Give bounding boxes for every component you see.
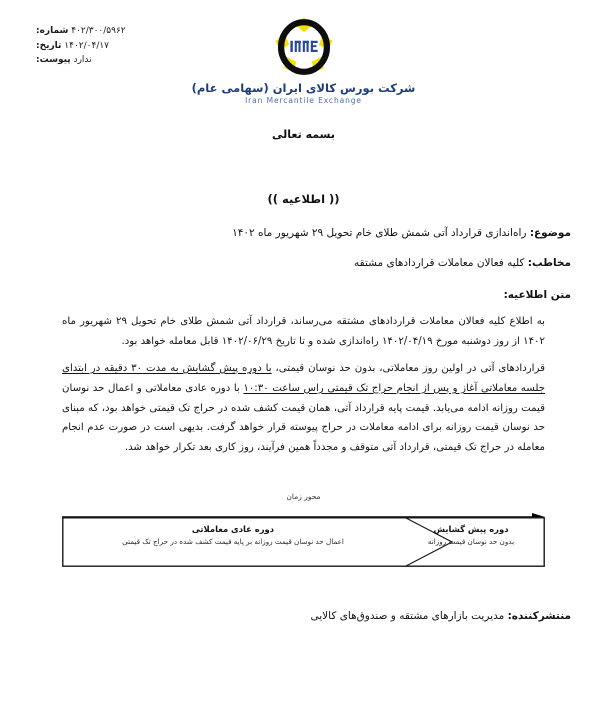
meta-number-label: شماره: xyxy=(36,26,69,36)
segment-normal-subtitle: اعمال حد نوسان قیمت روزانه بر پایه قیمت کشف شده در حراج تک قیمتی xyxy=(122,537,344,547)
organization-name-en: Iran Mercantile Exchange xyxy=(245,96,362,105)
publisher-value: مدیریت بازارهای مشتقه و صندوق‌های کالایی xyxy=(310,610,505,622)
ime-logo-icon xyxy=(273,16,335,78)
time-axis-label: محور زمان xyxy=(286,492,321,501)
audience-label: مخاطب: xyxy=(527,257,571,269)
segment-normal-session xyxy=(73,523,393,548)
paragraph-2-lead: قراردادهای آتی در اولین روز معاملاتی، بدون حد نوسان قیمتی، xyxy=(271,362,545,374)
meta-number-value: ۴۰۲/۳۰۰/۵۹۶۲ xyxy=(71,26,126,36)
meta-date-label: تاریخ: xyxy=(36,40,62,51)
page-title: (( اطلاعیه )) xyxy=(267,192,340,206)
audience-line xyxy=(36,256,571,272)
period-bar-row xyxy=(62,517,545,567)
announcement-body xyxy=(62,312,545,458)
segment-normal-title: دوره عادی معاملاتی xyxy=(191,524,275,534)
timeline-diagram xyxy=(62,492,545,568)
meta-date-value: ۱۴۰۲/۰۴/۱۷ xyxy=(64,40,110,51)
segment-pre-open-title: دوره پیش گشایش xyxy=(433,524,509,534)
paragraph-2-tail: با دوره عادی معاملاتی و اعمال حد نوسان قیمت روزانه ادامه می‌یابد. قیمت پایه قرارداد آتی، همان قیمت کشف شده در حراج تک قیمتی خواهد بود، که مبنای حد نوسان قیمت روزانه برای ادامه معاملات در حراج پیوسته قرار خواهد گرفت. بدیهی است در صورت عدم انجام معامله در حراج تک قیمتی، قرارداد آتی متوقف و مجدداً همین فرآیند، روز کاری بعد تکرار خواهد شد. xyxy=(62,382,545,454)
body-heading: متن اطلاعیه: xyxy=(503,289,571,301)
subject-line xyxy=(36,226,571,242)
meta-attachment-label: پیوست: xyxy=(36,55,71,66)
publisher-line xyxy=(36,610,571,622)
subject-value: راه‌اندازی قرارداد آتی شمش طلای خام تحویل ۲۹ شهریور ماه ۱۴۰۲ xyxy=(232,227,527,239)
audience-value: کلیه فعالان معاملات قراردادهای مشتقه xyxy=(354,257,525,269)
subject-label: موضوع: xyxy=(529,227,571,239)
organization-logo-block xyxy=(0,16,607,105)
meta-attachment-value: ندارد xyxy=(73,55,92,66)
publisher-label: منتشرکننده: xyxy=(507,610,571,622)
organization-name-fa: شرکت بورس کالای ایران (سهامی عام) xyxy=(191,81,416,95)
body-paragraph-2 xyxy=(62,359,545,458)
body-paragraph-1: به اطلاع کلیه فعالان معاملات قراردادهای مشتقه می‌رساند، قرارداد آتی شمش طلای خام تحویل ۲۹ شهریور ماه ۱۴۰۲ از روز دوشنبه مورخ ۱۴۰۲/۰۴/۱۹ راه‌اندازی شده و تا تاریخ ۱۴۰۲/۰۶/۲۹ قابل معامله خواهد بود. xyxy=(62,316,545,347)
paragraph-2-emphasis: با دوره پیش گشایش به مدت ۳۰ دقیقه در ابتدای جلسه معاملاتی آغاز و پس از انجام حراج تک قیمتی راس ساعت ۱۰:۳۰ xyxy=(62,362,545,394)
segment-pre-open-subtitle: بدون حد نوسان قیمت روزانه xyxy=(427,537,515,547)
segment-pre-open xyxy=(401,523,541,548)
basmala-text: بسمه تعالی xyxy=(272,128,335,141)
